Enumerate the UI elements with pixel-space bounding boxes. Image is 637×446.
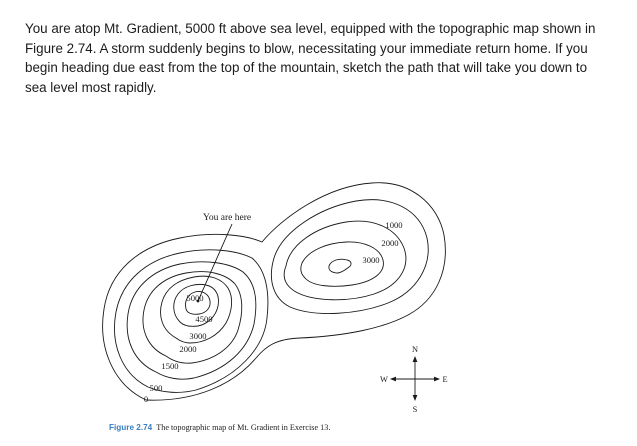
label-1500: 1500 (161, 361, 179, 371)
label-0: 0 (143, 394, 149, 404)
contour-1000-right (271, 200, 428, 314)
compass-north-arrow-icon (413, 356, 418, 362)
problem-line-3: begin heading due east from the top of the mountain, sketch the path that will take you down to (25, 60, 588, 75)
compass-rose (390, 356, 440, 401)
figure-caption-label: Figure 2.74 (109, 423, 153, 432)
contour-1500 (127, 262, 256, 379)
compass-east-arrow-icon (434, 377, 440, 382)
label-1000-right: 1000 (385, 220, 403, 230)
label-4500: 4500 (195, 314, 213, 324)
label-500: 500 (149, 383, 163, 393)
compass-south-arrow-icon (413, 395, 418, 401)
contour-2000-right (284, 221, 406, 300)
problem-line-4: sea level most rapidly. (25, 79, 157, 95)
contour-right-summit (329, 259, 351, 273)
compass-east-label: E (442, 375, 448, 384)
label-3000-right: 3000 (362, 255, 380, 265)
you-are-here-label: You are here (203, 213, 252, 223)
compass-north-label: N (411, 345, 419, 354)
figure-caption-text: The topographic map of Mt. Gradient in Exercise 13. (156, 423, 331, 432)
figure-caption (109, 423, 330, 433)
contour-0 (103, 183, 446, 400)
contour-500 (114, 250, 267, 393)
compass-west-arrow-icon (390, 377, 396, 382)
label-3000-left: 3000 (189, 331, 207, 341)
problem-line-1: You are atop Mt. Gradient, 5000 ft above sea level, equipped with the topographic map shown in (25, 21, 596, 36)
compass-south-label: S (412, 405, 418, 414)
label-2000-right: 2000 (381, 238, 399, 248)
label-5000: 5000 (186, 293, 204, 303)
compass-west-label: W (380, 375, 388, 384)
label-2000-left: 2000 (179, 344, 197, 354)
you-are-here-leader (198, 224, 232, 301)
problem-line-2: Figure 2.74. A storm suddenly begins to blow, necessitating your immediate return home. If you (25, 40, 588, 56)
